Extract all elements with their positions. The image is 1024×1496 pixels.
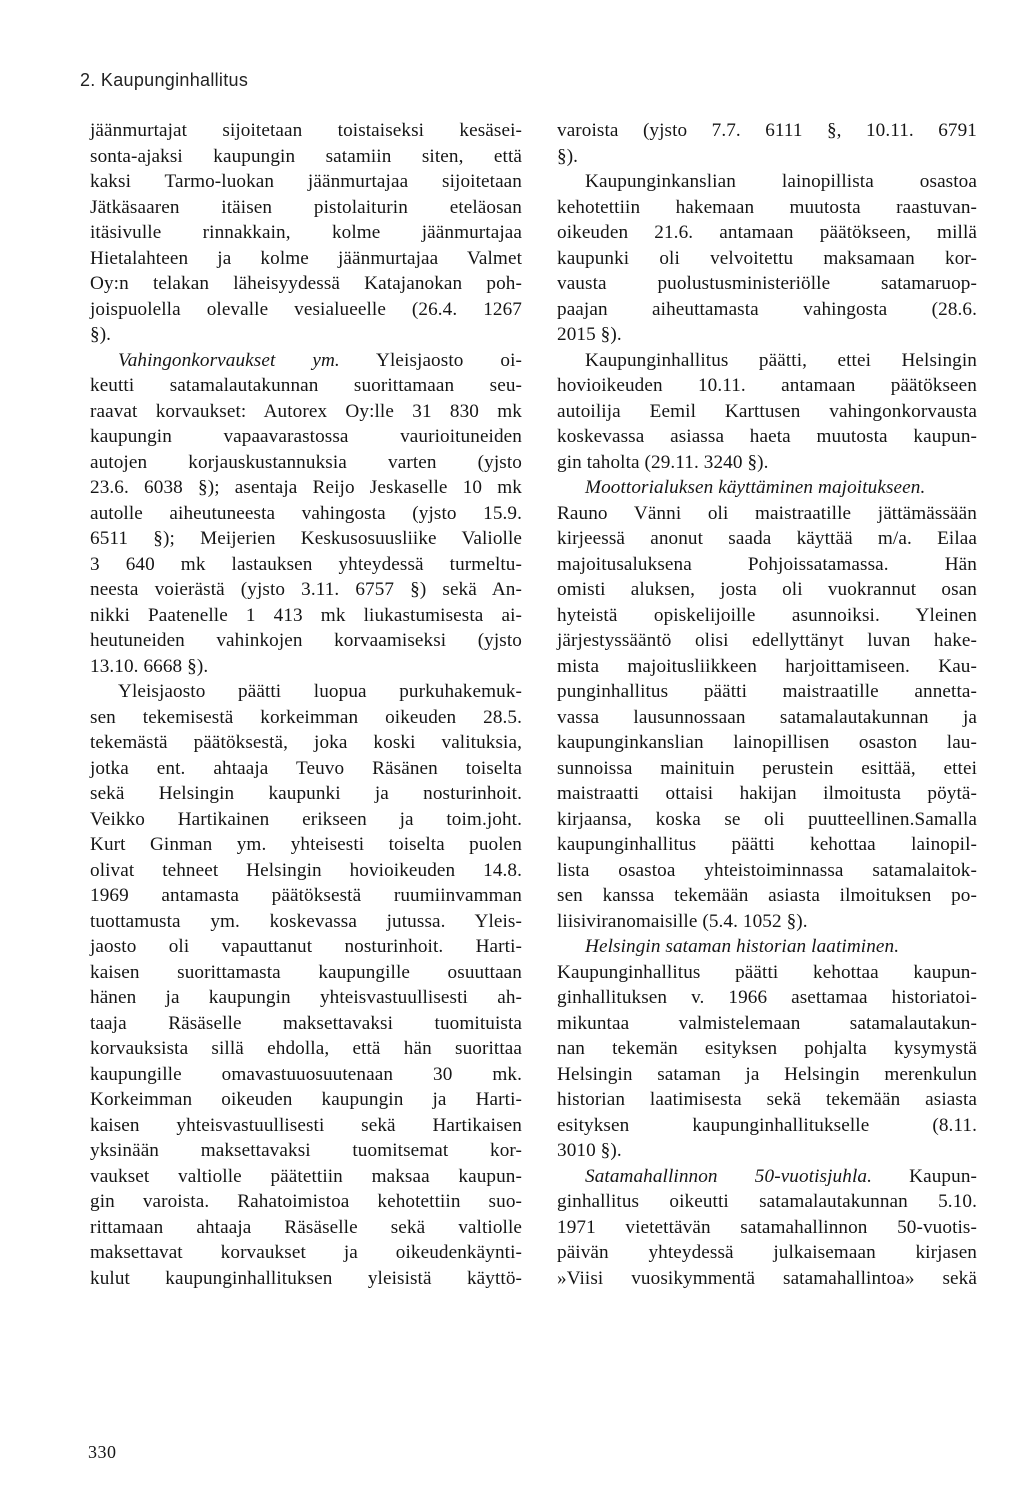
line-text: mista majoitusliikkeen harjoittamiseen. Kau- bbox=[557, 655, 977, 677]
line-text: sonta-ajaksi kaupungin satamiin siten, että bbox=[90, 145, 522, 167]
text-line bbox=[90, 169, 522, 195]
line-text: hovioikeuden 10.11. antamaan päätökseen bbox=[557, 375, 977, 396]
line-text: §). bbox=[557, 145, 579, 167]
text-line bbox=[90, 909, 522, 935]
line-text: vassa lausunnossaan satamalautakunnan ja bbox=[557, 706, 977, 728]
text-line bbox=[90, 858, 522, 884]
text-line bbox=[557, 195, 977, 221]
text-line bbox=[557, 1011, 977, 1037]
line-text: sunnoissa mainituin perustein esittää, ettei bbox=[557, 757, 977, 779]
line-text: jäänmurtajat sijoitetaan toistaiseksi kesäsei- bbox=[90, 120, 522, 141]
text-line bbox=[90, 399, 522, 425]
line-text: korvauksista sillä ehdolla, että hän suorittaa bbox=[90, 1038, 522, 1059]
line-text: autoilija Eemil Karttusen vahingonkorvausta bbox=[557, 400, 977, 422]
text-line bbox=[557, 424, 977, 450]
text-line bbox=[90, 1164, 522, 1190]
text-line bbox=[90, 603, 522, 629]
line-text: Kurt Ginman ym. yhteisesti toiselta puolen bbox=[90, 834, 522, 855]
text-line bbox=[557, 577, 977, 603]
text-line bbox=[557, 322, 977, 348]
text-line bbox=[90, 985, 522, 1011]
line-text: kaupungille omavastuuosuutenaan 30 mk. bbox=[90, 1063, 522, 1085]
text-line bbox=[557, 654, 977, 680]
line-text: Kaupun- bbox=[871, 1165, 977, 1187]
line-text: jotka ent. ahtaaja Teuvo Räsänen toiselta bbox=[90, 757, 522, 779]
line-text: kaupunginkanslian lainopillisen osaston lau- bbox=[557, 732, 977, 753]
text-line bbox=[90, 118, 522, 144]
line-text: punginhallitus päätti maistraatille annetta- bbox=[557, 681, 977, 702]
line-text: Kaupunginhallitus päätti, ettei Helsingin bbox=[585, 349, 977, 371]
line-text: kaupungin vapaavarastossa vaurioituneiden bbox=[90, 426, 522, 447]
text-line bbox=[557, 1164, 977, 1190]
line-text: historian laatimisesta sekä tekemään asiasta bbox=[557, 1089, 977, 1110]
line-text: raavat korvaukset: Autorex Oy:lle 31 830 mk bbox=[90, 400, 522, 422]
italic-heading: Moottorialuksen käyttäminen majoitukseen. bbox=[585, 477, 926, 498]
line-text: rittamaan ahtaaja Räsäselle sekä valtiolle bbox=[90, 1216, 522, 1238]
text-line bbox=[90, 475, 522, 501]
text-line bbox=[557, 246, 977, 272]
page-number: 330 bbox=[88, 1442, 117, 1462]
text-line bbox=[557, 781, 977, 807]
line-text: maksettavat korvaukset ja oikeudenkäynti- bbox=[90, 1242, 522, 1263]
line-text: gin varoista. Rahatoimistoa kehotettiin suo- bbox=[90, 1191, 522, 1212]
text-line bbox=[557, 756, 977, 782]
line-text: 1971 vietettävän satamahallinnon 50-vuotis- bbox=[557, 1216, 977, 1238]
line-text: sen tekemisestä korkeimman oikeuden 28.5. bbox=[90, 706, 522, 728]
line-text: kehotettiin hakemaan muutosta raastuvan- bbox=[557, 196, 977, 218]
text-line bbox=[90, 1036, 522, 1062]
text-line bbox=[557, 1266, 977, 1292]
text-line bbox=[90, 450, 522, 476]
line-text: nikki Paatenelle 1 413 mk liukastumisesta ai- bbox=[90, 604, 522, 626]
line-text: Yleisjaosto päätti luopua purkuhakemuk- bbox=[118, 681, 522, 702]
line-text: kulut kaupunginhallituksen yleisistä käyttö- bbox=[90, 1267, 522, 1289]
line-text: Rauno Vänni oli maistraatille jättämässään bbox=[557, 502, 977, 524]
text-line bbox=[90, 679, 522, 705]
line-text: Veikko Hartikainen erikseen ja toim.joht. bbox=[90, 808, 522, 830]
line-text: ginhallituksen v. 1966 asettamaa historiatoi- bbox=[557, 987, 977, 1008]
line-text: §). bbox=[90, 324, 112, 345]
line-text: 1969 antamasta päätöksestä ruumiinvamman bbox=[90, 885, 522, 906]
text-line bbox=[90, 246, 522, 272]
line-text: hyteistä opiskelijoille asunnoiksi. Yleinen bbox=[557, 604, 977, 626]
line-text: kaupunki oli velvoitettu maksamaan kor- bbox=[557, 247, 977, 269]
text-line bbox=[90, 1062, 522, 1088]
line-text: »Viisi vuosikymmentä satamahallintoa» sekä bbox=[557, 1267, 977, 1289]
line-text: 3 640 mk lastauksen yhteydessä turmeltu- bbox=[90, 553, 522, 575]
line-text: Jätkäsaaren itäisen pistolaiturin eteläosan bbox=[90, 196, 522, 218]
line-text: kirjaansa, koska se oli puutteellinen.Samalla bbox=[557, 808, 977, 830]
line-text: paajan aiheuttamasta vahingosta (28.6. bbox=[557, 298, 977, 320]
text-line bbox=[90, 1011, 522, 1037]
text-line bbox=[90, 781, 522, 807]
line-text: autolle aiheutuneesta vahingosta (yjsto 15.9. bbox=[90, 502, 522, 524]
right-text-column bbox=[557, 118, 977, 1291]
text-line bbox=[557, 1113, 977, 1139]
line-text: yksinään maksettavaksi tuomitsemat kor- bbox=[90, 1140, 522, 1161]
line-text: maistraatti ottaisi hakijan ilmoitusta pöytä- bbox=[557, 783, 977, 804]
line-text: kaisen yhteisvastuullisesti sekä Hartikaisen bbox=[90, 1114, 522, 1136]
text-line bbox=[90, 271, 522, 297]
text-line bbox=[557, 1138, 977, 1164]
line-text: esityksen kaupunginhallitukselle (8.11. bbox=[557, 1114, 977, 1136]
text-line bbox=[90, 424, 522, 450]
text-line bbox=[557, 807, 977, 833]
text-line bbox=[557, 705, 977, 731]
text-line bbox=[557, 909, 977, 935]
line-text: varoista (yjsto 7.7. 6111 §, 10.11. 6791 bbox=[557, 120, 977, 141]
text-line bbox=[90, 322, 522, 348]
text-line bbox=[90, 756, 522, 782]
text-line bbox=[557, 883, 977, 909]
line-text: autojen korjauskustannuksia varten (yjsto bbox=[90, 451, 522, 473]
line-text: sekä Helsingin kaupunki ja nosturinhoit. bbox=[90, 783, 522, 804]
text-line bbox=[557, 1062, 977, 1088]
text-line bbox=[557, 348, 977, 374]
text-line bbox=[557, 858, 977, 884]
italic-heading: Vahingonkorvaukset ym. bbox=[118, 349, 340, 371]
text-line bbox=[90, 654, 522, 680]
text-line bbox=[90, 628, 522, 654]
line-text: omisti aluksen, josta oli vuokrannut osan bbox=[557, 579, 977, 600]
line-text: jaosto oli vapauttanut nosturinhoit. Harti- bbox=[90, 936, 522, 957]
text-line bbox=[90, 883, 522, 909]
text-line bbox=[557, 501, 977, 527]
text-line bbox=[557, 1215, 977, 1241]
line-text: päivän yhteydessä julkaisemaan kirjasen bbox=[557, 1242, 977, 1263]
text-line bbox=[557, 373, 977, 399]
line-text: kaksi Tarmo-luokan jäänmurtajaa sijoitetaan bbox=[90, 171, 522, 192]
line-text: kirjeessä anonut saada käyttää m/a. Eilaa bbox=[557, 528, 977, 549]
line-text: neesta voierästä (yjsto 3.11. 6757 §) sekä An- bbox=[90, 579, 522, 600]
text-line bbox=[557, 118, 977, 144]
text-line bbox=[557, 985, 977, 1011]
line-text: gin taholta (29.11. 3240 §). bbox=[557, 451, 769, 473]
text-line bbox=[557, 1189, 977, 1215]
line-text: 6511 §); Meijerien Keskusosuusliike Valiolle bbox=[90, 528, 522, 549]
italic-heading: Helsingin sataman historian laatiminen. bbox=[585, 936, 900, 957]
text-line bbox=[557, 1240, 977, 1266]
text-line bbox=[557, 399, 977, 425]
line-text: keutti satamalautakunnan suorittamaan seu- bbox=[90, 375, 522, 396]
line-text: oikeuden 21.6. antamaan päätökseen, millä bbox=[557, 222, 977, 243]
text-line bbox=[90, 960, 522, 986]
italic-heading: Satamahallinnon 50-vuotisjuhla. bbox=[585, 1165, 872, 1187]
line-text: liisiviranomaisille (5.4. 1052 §). bbox=[557, 910, 808, 932]
text-line bbox=[90, 1266, 522, 1292]
line-text: itäsivulle rinnakkain, kolme jäänmurtajaa bbox=[90, 222, 522, 243]
text-line bbox=[557, 169, 977, 195]
line-text: ginhallitus oikeutti satamalautakunnan 5.10. bbox=[557, 1191, 977, 1212]
line-text: Yleisjaosto oi- bbox=[339, 349, 522, 371]
text-line bbox=[90, 297, 522, 323]
line-text: 3010 §). bbox=[557, 1140, 622, 1161]
line-text: mikuntaa valmistelemaan satamalautakun- bbox=[557, 1012, 977, 1034]
line-text: tekemästä päätöksestä, joka koski valituksia, bbox=[90, 732, 522, 753]
running-header: 2. Kaupunginhallitus bbox=[80, 70, 249, 90]
text-line bbox=[557, 603, 977, 629]
text-line bbox=[90, 1189, 522, 1215]
line-text: Kaupunginkanslian lainopillista osastoa bbox=[585, 171, 977, 192]
line-text: 2015 §). bbox=[557, 324, 622, 345]
line-text: Korkeimman oikeuden kaupungin ja Harti- bbox=[90, 1089, 522, 1110]
text-line bbox=[557, 730, 977, 756]
text-line bbox=[90, 730, 522, 756]
line-text: tuottamusta ym. koskevassa jutussa. Yleis- bbox=[90, 910, 522, 932]
line-text: vaukset valtiolle päätettiin maksaa kaupun- bbox=[90, 1165, 522, 1187]
line-text: kaisen suorittamasta kaupungille osuuttaan bbox=[90, 961, 522, 983]
text-line bbox=[90, 934, 522, 960]
line-text: järjestyssääntö olisi edellyttänyt luvan hake- bbox=[557, 630, 977, 651]
line-text: heutuneiden vahinkojen korvaamiseksi (yjsto bbox=[90, 630, 522, 651]
line-text: majoitusaluksena Pohjoissatamassa. Hän bbox=[557, 553, 977, 575]
line-text: sen kanssa tekemään asiasta ilmoituksen po- bbox=[557, 885, 977, 906]
line-text: Helsingin sataman ja Helsingin merenkulun bbox=[557, 1063, 977, 1085]
text-line bbox=[90, 1087, 522, 1113]
text-line bbox=[557, 526, 977, 552]
line-text: joispuolella olevalle vesialueelle (26.4. 1267 bbox=[90, 298, 522, 320]
line-text: hänen ja kaupungin yhteisvastuullisesti ah- bbox=[90, 987, 522, 1008]
text-line bbox=[90, 220, 522, 246]
text-line bbox=[90, 501, 522, 527]
text-line bbox=[90, 195, 522, 221]
line-text: koskevassa asiassa haeta muutosta kaupun- bbox=[557, 426, 977, 447]
line-text: Hietalahteen ja kolme jäänmurtajaa Valmet bbox=[90, 247, 522, 269]
text-line bbox=[557, 220, 977, 246]
text-line bbox=[90, 1113, 522, 1139]
text-line bbox=[90, 1240, 522, 1266]
text-line bbox=[557, 144, 977, 170]
line-text: kaupunginhallitus päätti kehottaa lainopil- bbox=[557, 834, 977, 855]
line-text: Oy:n telakan läheisyydessä Katajanokan poh- bbox=[90, 273, 522, 294]
line-text: lista osastoa yhteistoiminnassa satamalaitok- bbox=[557, 859, 977, 881]
left-text-column bbox=[90, 118, 522, 1291]
text-line bbox=[557, 450, 977, 476]
text-line bbox=[90, 577, 522, 603]
text-line bbox=[557, 1087, 977, 1113]
text-line bbox=[90, 705, 522, 731]
line-text: 13.10. 6668 §). bbox=[90, 655, 209, 677]
text-line bbox=[90, 807, 522, 833]
line-text: olivat tehneet Helsingin hovioikeuden 14.8. bbox=[90, 859, 522, 881]
line-text: nan tekemän esityksen pohjalta kysymystä bbox=[557, 1038, 977, 1059]
text-line bbox=[557, 271, 977, 297]
text-line bbox=[557, 297, 977, 323]
text-line bbox=[90, 526, 522, 552]
text-line bbox=[90, 1215, 522, 1241]
text-line bbox=[557, 628, 977, 654]
text-line bbox=[90, 144, 522, 170]
line-text: 23.6. 6038 §); asentaja Reijo Jeskaselle 10 mk bbox=[90, 477, 522, 498]
text-line bbox=[557, 1036, 977, 1062]
text-line bbox=[90, 552, 522, 578]
text-line bbox=[557, 552, 977, 578]
line-text: taaja Räsäselle maksettavaksi tuomituista bbox=[90, 1012, 522, 1034]
text-line bbox=[557, 934, 977, 960]
text-line bbox=[557, 960, 977, 986]
text-line bbox=[90, 348, 522, 374]
text-line bbox=[557, 679, 977, 705]
text-line bbox=[90, 832, 522, 858]
text-line bbox=[90, 373, 522, 399]
line-text: vausta puolustusministeriölle satamaruop- bbox=[557, 273, 977, 294]
text-line bbox=[557, 475, 977, 501]
line-text: Kaupunginhallitus päätti kehottaa kaupun- bbox=[557, 961, 977, 983]
text-line bbox=[90, 1138, 522, 1164]
text-line bbox=[557, 832, 977, 858]
